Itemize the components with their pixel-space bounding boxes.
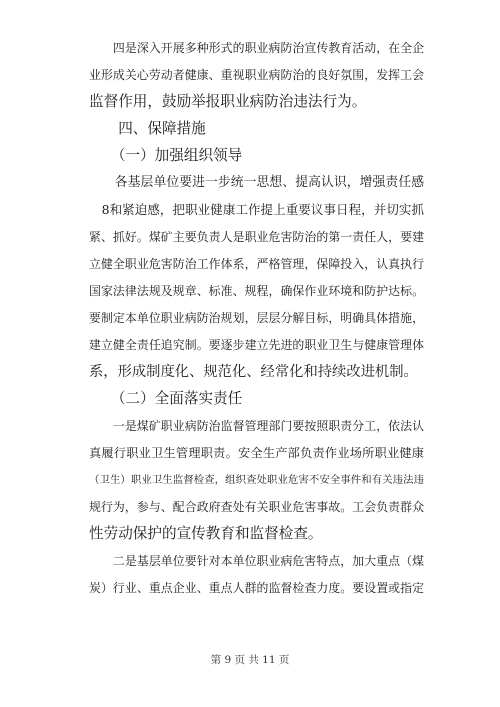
subsection-heading: （一）加强组织领导 bbox=[89, 147, 243, 164]
text-line: 业形成关心劳动者健康、重视职业病防治的良好氛围，发挥工会 bbox=[89, 68, 424, 82]
text-line: 8和紧迫感，把职业健康工作提上重要议事日程，并切实抓 bbox=[89, 202, 424, 217]
text-line: 四是深入开展多种形式的职业病防治宣传教育活动，在全企 bbox=[89, 41, 424, 55]
text-line: 一是煤矿职业病防治监督管理部门要按照职责分工，依法认 bbox=[89, 419, 424, 433]
section-heading: 四、保障措施 bbox=[89, 120, 206, 137]
text-line: 监督作用，鼓励举报职业病防治违法行为。 bbox=[89, 93, 367, 110]
text-line: 国家法律法规及规章、标准、规程，确保作业环境和防护达标。 bbox=[89, 284, 424, 298]
text-line: 规行为，参与、配合政府查处有关职业危害事故。工会负责群众 bbox=[89, 500, 424, 514]
text-line: 真履行职业卫生管理职责。安全生产部负责作业场所职业健康 bbox=[89, 446, 424, 460]
text-line: 系，形成制度化、规范化、经常化和持续改进机制。 bbox=[89, 364, 418, 380]
text-line: 紧、抓好。煤矿主要负责人是职业危害防治的第一责任人，要建 bbox=[89, 230, 424, 244]
text-line: 性劳动保护的宣传教育和监督检查。 bbox=[89, 525, 323, 542]
text-line: 立健全职业危害防治工作体系，严格管理，保障投入，认真执行 bbox=[89, 257, 424, 271]
subsection-heading: （二）全面落实责任 bbox=[89, 390, 243, 407]
text-line: 二是基层单位要针对本单位职业病危害特点，加大重点（煤 bbox=[89, 554, 424, 568]
text-line: 炭）行业、重点企业、重点人群的监督检查力度。要设置或指定 bbox=[89, 581, 424, 595]
text-line: 要制定本单位职业病防治规划，层层分解目标，明确具体措施， bbox=[89, 311, 424, 325]
page-footer: 第 9 页 共 11 页 bbox=[210, 654, 290, 666]
text-line: （卫生）职业卫生监督检查，组织查处职业危害不安全事件和有关违法违 bbox=[89, 474, 424, 486]
text-line: 各基层单位要进一步统一思想、提高认识，增强责任感 bbox=[89, 175, 424, 190]
text-line: 建立健全责任追究制。要逐步建立先进的职业卫生与健康管理体 bbox=[89, 338, 424, 352]
